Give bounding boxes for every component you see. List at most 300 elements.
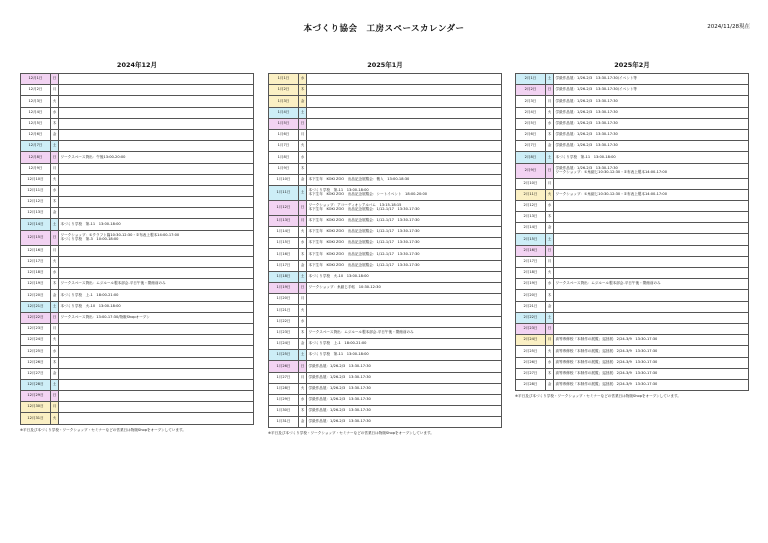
- weekday-cell: 月: [299, 294, 307, 305]
- calendar-row: [21, 141, 254, 152]
- event-cell: [59, 163, 254, 174]
- date-cell: 2月20日: [516, 290, 546, 301]
- event-cell: [554, 379, 749, 390]
- weekday-cell: 金: [546, 301, 554, 312]
- date-cell: 1月23日: [269, 327, 299, 338]
- date-cell: 2月4日: [516, 107, 546, 118]
- event-cell: [554, 256, 749, 267]
- weekday-cell: 水: [299, 74, 307, 85]
- event-text: 本づくり学校 火-10 13:00-18:00: [308, 274, 369, 279]
- date-cell: 12月3日: [21, 96, 51, 107]
- date-cell: 12月12日: [21, 197, 51, 208]
- date-cell: 12月23日: [21, 323, 51, 334]
- date-cell: 12月11日: [21, 185, 51, 196]
- event-text: 高等専修校「本制作の展覧」巡回展：2/24-3/9 13:30-17:30: [555, 359, 658, 364]
- weekday-cell: 金: [51, 208, 59, 219]
- calendar-row: [21, 174, 254, 185]
- weekday-cell: 水: [299, 238, 307, 249]
- date-cell: 12月19日: [21, 279, 51, 290]
- event-cell: [554, 301, 749, 312]
- footnote-jan: ※平日及び本づくり学校・ワークショップ・セミナーなどの営業日は物販Shopをオープンしています。: [268, 431, 434, 435]
- date-cell: 1月4日: [269, 107, 299, 118]
- event-cell: [307, 372, 502, 383]
- event-cell: [554, 279, 749, 290]
- event-text: ワークスペース貸出：ムジルール製本部会-平日午後・閉館前のみ: [60, 281, 166, 286]
- date-cell: 12月10日: [21, 174, 51, 185]
- date-cell: 1月13日: [269, 215, 299, 226]
- event-text: ワークショップ：①糸綴じ10:30-12:30・②布表上製本14:00-17:00: [555, 191, 667, 196]
- calendar-row: [21, 96, 254, 107]
- month-title-dec: 2024年12月: [116, 61, 158, 69]
- calendar-row: [21, 357, 254, 368]
- event-text: 本下生年 KOKI ZOO 出品記念展覧会：搬入 13:00-18:30: [308, 176, 410, 181]
- page-title: 本づくり協会 工房スペースカレンダー: [303, 24, 465, 34]
- event-cell: [307, 294, 502, 305]
- event-cell: [554, 96, 749, 107]
- event-text: 学級作品展：1/26-2/3 13:30-17:30: [308, 385, 371, 390]
- date-cell: 1月20日: [269, 294, 299, 305]
- weekday-cell: 月: [299, 129, 307, 140]
- weekday-cell: 火: [299, 383, 307, 394]
- event-cell: [307, 152, 502, 163]
- date-cell: 2月19日: [516, 279, 546, 290]
- date-cell: 12月31日: [21, 413, 51, 424]
- weekday-cell: 土: [299, 185, 307, 200]
- event-cell: [307, 305, 502, 316]
- weekday-cell: 火: [299, 141, 307, 152]
- weekday-cell: 日: [546, 245, 554, 256]
- calendar-row: [516, 74, 749, 85]
- weekday-cell: 木: [299, 327, 307, 338]
- calendar-row: [269, 200, 502, 215]
- weekday-cell: 月: [546, 178, 554, 189]
- calendar-row: [21, 290, 254, 301]
- date-cell: 12月26日: [21, 357, 51, 368]
- calendar-row: [516, 107, 749, 118]
- event-cell: [307, 118, 502, 129]
- event-cell: [59, 346, 254, 357]
- event-cell: [59, 219, 254, 230]
- calendar-row: [516, 346, 749, 357]
- date-cell: 2月16日: [516, 245, 546, 256]
- calendar-row: [516, 357, 749, 368]
- event-cell: [554, 107, 749, 118]
- calendar-row: [516, 268, 749, 279]
- event-text: ワークショップ：アコーディオンアルバム 13:15-18:15: [308, 203, 402, 208]
- calendar-row: [269, 238, 502, 249]
- date-cell: 1月17日: [269, 260, 299, 271]
- event-text: 学級作品展：1/26-2/3 13:30-17:30: [308, 397, 371, 402]
- event-text: ワークスペース貸出：午後13:00-20:00: [60, 154, 126, 159]
- weekday-cell: 日: [51, 391, 59, 402]
- calendar-row: [516, 223, 749, 234]
- weekday-cell: 月: [51, 323, 59, 334]
- calendar-row: [21, 85, 254, 96]
- calendar-row: [21, 118, 254, 129]
- event-cell: [307, 185, 502, 200]
- event-cell: [307, 174, 502, 185]
- event-cell: [59, 379, 254, 390]
- date-cell: 1月15日: [269, 238, 299, 249]
- weekday-cell: 木: [546, 129, 554, 140]
- weekday-cell: 金: [299, 417, 307, 428]
- calendar-row: [269, 227, 502, 238]
- calendar-row: [21, 219, 254, 230]
- weekday-cell: 金: [546, 379, 554, 390]
- weekday-cell: 水: [299, 316, 307, 327]
- calendar-row: [516, 335, 749, 346]
- event-cell: [554, 357, 749, 368]
- date-cell: 12月30日: [21, 402, 51, 413]
- event-cell: [554, 234, 749, 245]
- as-of-date: 2024/11/28現在: [707, 24, 750, 30]
- event-cell: [554, 212, 749, 223]
- calendar-row: [21, 346, 254, 357]
- calendar-row: [516, 129, 749, 140]
- weekday-cell: 水: [546, 357, 554, 368]
- event-text: 学級作品展：1/26-2/3 13:30-17:30: [555, 143, 618, 148]
- date-cell: 2月11日: [516, 189, 546, 200]
- event-text: 学級作品展：1/26-2/3 13:30-17:30: [555, 120, 618, 125]
- weekday-cell: 土: [299, 271, 307, 282]
- calendar-row: [269, 316, 502, 327]
- weekday-cell: 土: [299, 107, 307, 118]
- calendar-row: [516, 141, 749, 152]
- event-text: ワークショップ：糸綴じ手帖 10:30-12:30: [308, 285, 381, 290]
- date-cell: 1月26日: [269, 361, 299, 372]
- event-cell: [59, 368, 254, 379]
- weekday-cell: 金: [546, 223, 554, 234]
- calendar-row: [269, 394, 502, 405]
- weekday-cell: 火: [51, 413, 59, 424]
- date-cell: 2月22日: [516, 312, 546, 323]
- calendar-row: [21, 279, 254, 290]
- event-cell: [554, 189, 749, 200]
- date-cell: 2月9日: [516, 163, 546, 178]
- calendar-row: [269, 305, 502, 316]
- date-cell: 1月28日: [269, 383, 299, 394]
- event-cell: [554, 178, 749, 189]
- date-cell: 12月7日: [21, 141, 51, 152]
- date-cell: 1月1日: [269, 74, 299, 85]
- date-cell: 2月6日: [516, 129, 546, 140]
- event-cell: [59, 312, 254, 323]
- calendar-row: [516, 178, 749, 189]
- calendar-row: [269, 107, 502, 118]
- weekday-cell: 木: [546, 290, 554, 301]
- date-cell: 1月21日: [269, 305, 299, 316]
- calendar-row: [516, 163, 749, 178]
- event-cell: [307, 406, 502, 417]
- event-cell: [554, 141, 749, 152]
- event-text: 本づくり学校 第-11 13:00-18:00: [308, 352, 369, 357]
- date-cell: 2月12日: [516, 200, 546, 211]
- date-cell: 2月5日: [516, 118, 546, 129]
- event-cell: [554, 118, 749, 129]
- weekday-cell: 月: [546, 256, 554, 267]
- calendar-row: [269, 174, 502, 185]
- weekday-cell: 日: [51, 152, 59, 163]
- weekday-cell: 金: [51, 129, 59, 140]
- date-cell: 2月10日: [516, 178, 546, 189]
- event-text: 本づくり学校 火-10 13:00-18:00: [60, 303, 121, 308]
- event-cell: [307, 350, 502, 361]
- date-cell: 12月1日: [21, 74, 51, 85]
- date-cell: 2月1日: [516, 74, 546, 85]
- calendar-row: [21, 185, 254, 196]
- calendar-row: [269, 215, 502, 226]
- weekday-cell: 月: [51, 163, 59, 174]
- event-cell: [59, 413, 254, 424]
- event-cell: [307, 361, 502, 372]
- weekday-cell: 木: [299, 249, 307, 260]
- calendar-row: [269, 294, 502, 305]
- weekday-cell: 月: [546, 335, 554, 346]
- calendar-row: [269, 85, 502, 96]
- date-cell: 1月10日: [269, 174, 299, 185]
- calendar-row: [21, 379, 254, 390]
- weekday-cell: 日: [546, 163, 554, 178]
- weekday-cell: 火: [51, 96, 59, 107]
- date-cell: 2月21日: [516, 301, 546, 312]
- weekday-cell: 水: [546, 118, 554, 129]
- calendar-row: [516, 368, 749, 379]
- event-text: 高等専修校「本制作の展覧」巡回展：2/24-3/9 13:30-17:30: [555, 337, 658, 342]
- date-cell: 2月2日: [516, 85, 546, 96]
- calendar-row: [269, 152, 502, 163]
- event-cell: [554, 368, 749, 379]
- event-cell: [59, 85, 254, 96]
- calendar-row: [516, 152, 749, 163]
- event-text: 本づくり学校 第-11 13:00-18:00: [308, 188, 369, 193]
- calendar-jan: [268, 73, 502, 428]
- weekday-cell: 土: [546, 74, 554, 85]
- weekday-cell: 日: [299, 118, 307, 129]
- date-cell: 1月11日: [269, 185, 299, 200]
- date-cell: 2月28日: [516, 379, 546, 390]
- weekday-cell: 土: [546, 234, 554, 245]
- footnote-feb: ※平日及び本づくり学校・ワークショップ・セミナーなどの営業日は物販Shopをオープンしています。: [515, 394, 681, 398]
- weekday-cell: 金: [299, 338, 307, 349]
- event-cell: [59, 391, 254, 402]
- weekday-cell: 火: [546, 268, 554, 279]
- event-cell: [554, 335, 749, 346]
- event-cell: [59, 290, 254, 301]
- event-cell: [59, 357, 254, 368]
- date-cell: 12月17日: [21, 256, 51, 267]
- date-cell: 2月15日: [516, 234, 546, 245]
- weekday-cell: 土: [51, 141, 59, 152]
- date-cell: 1月7日: [269, 141, 299, 152]
- calendar-row: [516, 279, 749, 290]
- weekday-cell: 水: [51, 107, 59, 118]
- date-cell: 2月26日: [516, 357, 546, 368]
- weekday-cell: 日: [51, 230, 59, 245]
- weekday-cell: 金: [299, 174, 307, 185]
- date-cell: 2月25日: [516, 346, 546, 357]
- calendar-row: [516, 96, 749, 107]
- calendar-row: [21, 129, 254, 140]
- event-text: ワークスペース貸出：13:00-17:30/物販Shopオープン: [60, 314, 150, 319]
- calendar-row: [269, 283, 502, 294]
- event-text: 本づくり学校 第-3 10:00-18:00: [60, 236, 119, 241]
- calendar-row: [21, 107, 254, 118]
- event-cell: [307, 316, 502, 327]
- date-cell: 12月8日: [21, 152, 51, 163]
- date-cell: 1月24日: [269, 338, 299, 349]
- weekday-cell: 火: [546, 107, 554, 118]
- event-cell: [307, 85, 502, 96]
- event-text: 学級作品展：1/26-2/3 13:30-17:30: [308, 374, 371, 379]
- event-cell: [554, 268, 749, 279]
- date-cell: 12月9日: [21, 163, 51, 174]
- month-title-jan: 2025年1月: [367, 61, 403, 69]
- calendar-row: [21, 197, 254, 208]
- date-cell: 1月18日: [269, 271, 299, 282]
- event-cell: [307, 96, 502, 107]
- event-cell: [59, 256, 254, 267]
- date-cell: 2月7日: [516, 141, 546, 152]
- weekday-cell: 日: [299, 283, 307, 294]
- weekday-cell: 土: [51, 379, 59, 390]
- event-text: 本づくり学校 第-11 13:00-18:00: [555, 154, 616, 159]
- event-text: 学級作品展：1/26-2/3 13:30-17:30/イベント等: [555, 87, 637, 92]
- calendar-row: [269, 74, 502, 85]
- calendar-row: [269, 383, 502, 394]
- event-text: 本づくり学校 上-1 18:00-21:00: [308, 341, 367, 346]
- weekday-cell: 日: [51, 312, 59, 323]
- event-cell: [59, 268, 254, 279]
- calendar-row: [21, 245, 254, 256]
- weekday-cell: 木: [546, 212, 554, 223]
- date-cell: 1月5日: [269, 118, 299, 129]
- event-cell: [307, 163, 502, 174]
- event-cell: [59, 129, 254, 140]
- event-cell: [59, 107, 254, 118]
- event-text: 高等専修校「本制作の展覧」巡回展：2/24-3/9 13:30-17:30: [555, 382, 658, 387]
- event-text: 本づくり学校 上-1 18:00-21:00: [60, 292, 119, 297]
- event-text: 学級作品展：1/26-2/3 13:30-17:30: [555, 165, 618, 170]
- event-cell: [59, 96, 254, 107]
- calendar-row: [269, 271, 502, 282]
- weekday-cell: 木: [299, 85, 307, 96]
- date-cell: 1月14日: [269, 227, 299, 238]
- event-cell: [307, 200, 502, 215]
- event-cell: [59, 402, 254, 413]
- calendar-row: [21, 368, 254, 379]
- weekday-cell: 月: [299, 215, 307, 226]
- calendar-row: [269, 406, 502, 417]
- event-cell: [307, 271, 502, 282]
- date-cell: 1月16日: [269, 249, 299, 260]
- weekday-cell: 火: [546, 189, 554, 200]
- event-cell: [307, 283, 502, 294]
- weekday-cell: 水: [51, 268, 59, 279]
- event-text: 本下生年 KOKI ZOO 出品記念展覧会：1/12-1/17 13:30-17:30: [308, 218, 420, 223]
- calendar-row: [516, 212, 749, 223]
- calendar-row: [21, 230, 254, 245]
- event-cell: [307, 327, 502, 338]
- date-cell: 2月14日: [516, 223, 546, 234]
- event-cell: [307, 249, 502, 260]
- event-text: 学級作品展：1/26-2/3 13:30-17:30: [555, 98, 618, 103]
- calendar-row: [516, 290, 749, 301]
- event-cell: [554, 223, 749, 234]
- calendar-dec: [20, 73, 254, 425]
- weekday-cell: 木: [546, 368, 554, 379]
- event-text: 学級作品展：1/26-2/3 13:30-17:30: [308, 408, 371, 413]
- event-cell: [554, 346, 749, 357]
- event-text: 本下生年 KOKI ZOO 出品記念展覧会：1/12-1/17 13:30-17:30: [308, 251, 420, 256]
- month-title-feb: 2025年2月: [614, 61, 650, 69]
- calendar-row: [269, 372, 502, 383]
- weekday-cell: 水: [299, 152, 307, 163]
- date-cell: 1月30日: [269, 406, 299, 417]
- calendar-row: [21, 152, 254, 163]
- calendar-row: [21, 312, 254, 323]
- date-cell: 2月8日: [516, 152, 546, 163]
- calendar-row: [21, 323, 254, 334]
- calendar-feb: [515, 73, 749, 391]
- event-text: 本下生年 KOKI ZOO 出品記念展覧会：1/12-1/17 13:30-17:30: [308, 229, 420, 234]
- date-cell: 2月3日: [516, 96, 546, 107]
- weekday-cell: 金: [299, 260, 307, 271]
- event-cell: [554, 85, 749, 96]
- weekday-cell: 金: [51, 368, 59, 379]
- weekday-cell: 木: [51, 279, 59, 290]
- date-cell: 2月24日: [516, 335, 546, 346]
- weekday-cell: 火: [546, 346, 554, 357]
- calendar-row: [21, 208, 254, 219]
- calendar-row: [269, 327, 502, 338]
- calendar-row: [269, 350, 502, 361]
- weekday-cell: 金: [546, 141, 554, 152]
- calendar-row: [269, 141, 502, 152]
- event-cell: [59, 197, 254, 208]
- event-cell: [307, 129, 502, 140]
- event-cell: [59, 74, 254, 85]
- date-cell: 12月5日: [21, 118, 51, 129]
- event-text: 学級作品展：1/26-2/3 13:30-17:30: [308, 363, 371, 368]
- event-cell: [554, 129, 749, 140]
- event-cell: [554, 312, 749, 323]
- event-text: 本下生年 KOKI ZOO 出品記念展覧会：1/12-1/17 13:30-17:30: [308, 206, 420, 211]
- date-cell: 12月4日: [21, 107, 51, 118]
- footnote-dec: ※平日及び本づくり学校・ワークショップ・セミナーなどの営業日は物販Shopをオープンしています。: [20, 428, 186, 432]
- calendar-row: [21, 268, 254, 279]
- event-text: 学級作品展：1/26-2/3 13:30-17:30/イベント等: [555, 76, 637, 81]
- weekday-cell: 水: [299, 394, 307, 405]
- date-cell: 1月31日: [269, 417, 299, 428]
- event-cell: [307, 260, 502, 271]
- date-cell: 1月27日: [269, 372, 299, 383]
- event-cell: [307, 215, 502, 226]
- calendar-row: [21, 391, 254, 402]
- date-cell: 12月29日: [21, 391, 51, 402]
- weekday-cell: 水: [51, 185, 59, 196]
- event-text: 本下生年 KOKI ZOO 出品記念展覧会：1/12-1/17 13:30-17:30: [308, 240, 420, 245]
- weekday-cell: 月: [546, 96, 554, 107]
- weekday-cell: 火: [299, 227, 307, 238]
- event-cell: [554, 323, 749, 334]
- weekday-cell: 水: [546, 200, 554, 211]
- weekday-cell: 土: [299, 350, 307, 361]
- event-cell: [554, 74, 749, 85]
- calendar-row: [21, 256, 254, 267]
- date-cell: 1月6日: [269, 129, 299, 140]
- weekday-cell: 日: [299, 361, 307, 372]
- weekday-cell: 木: [51, 118, 59, 129]
